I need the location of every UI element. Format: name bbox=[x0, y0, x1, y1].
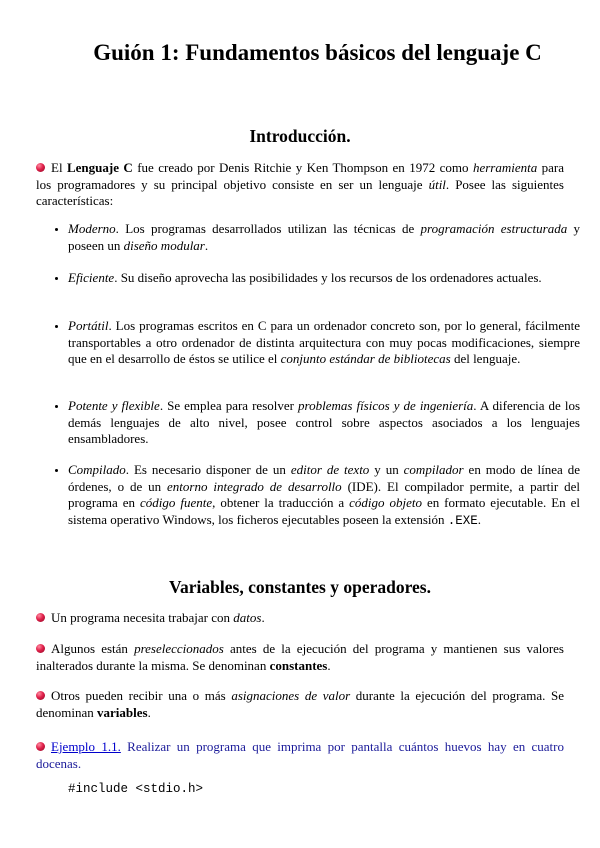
red-ball-bullet-icon bbox=[36, 613, 45, 622]
red-ball-bullet-icon bbox=[36, 742, 45, 751]
feature-item-potente: • Potente y flexible. Se emplea para resolver problemas físicos y de ingeniería. A diferencia de los demás lenguajes de alto nivel, posee control sobre aspectos asociados a los lenguajes ensambladores. bbox=[68, 398, 580, 448]
code-snippet: #include <stdio.h> bbox=[68, 782, 204, 796]
page-title: Guión 1: Fundamentos básicos del lenguaje C bbox=[93, 40, 542, 65]
features-list-3 bbox=[52, 318, 580, 368]
section-heading-variables: Variables, constantes y operadores. bbox=[168, 577, 431, 597]
example-link[interactable]: Ejemplo 1.1. bbox=[51, 739, 121, 754]
feature-item-eficiente: • Eficiente. Su diseño aprovecha las posibilidades y los recursos de los ordenadores actuales. bbox=[68, 270, 580, 287]
section-heading-introduccion: Introducción. bbox=[249, 126, 351, 146]
features-list-2 bbox=[52, 270, 580, 287]
red-ball-bullet-icon bbox=[36, 691, 45, 700]
vars-paragraph-datos: Un programa necesita trabajar con datos. bbox=[36, 610, 564, 627]
feature-item-moderno: • Moderno. Los programas desarrollados utilizan las técnicas de programación estructurada y poseen un diseño modular. bbox=[68, 221, 580, 254]
vars-paragraph-constantes: Algunos están preseleccionados antes de la ejecución del programa y mantienen sus valores inalterados durante la misma. Se denominan constantes. bbox=[36, 641, 564, 673]
feature-item-compilado: • Compilado. Es necesario disponer de un editor de texto y un compilador en modo de línea de órdenes, o de un entorno integrado de desarrollo (IDE). El compilador permite, a partir del programa en código fuente, obtener la traducción a código objeto en formato ejecutable. En el sistema operativo Windows, los ficheros ejecutables poseen la extensión .EXE. bbox=[68, 462, 580, 529]
features-list-5 bbox=[52, 462, 580, 529]
intro-paragraph: El Lenguaje C fue creado por Denis Ritchie y Ken Thompson en 1972 como herramienta para los programadores y su principal objetivo consiste en ser un lenguaje útil. Posee las siguientes características: bbox=[36, 160, 565, 208]
red-ball-bullet-icon bbox=[36, 644, 45, 653]
vars-paragraph-variables: Otros pueden recibir una o más asignaciones de valor durante la ejecución del programa. Se denominan variables. bbox=[36, 688, 565, 720]
example-paragraph: Ejemplo 1.1. Realizar un programa que imprima por pantalla cuántos huevos hay en cuatro docenas. bbox=[36, 739, 565, 771]
red-ball-bullet-icon bbox=[36, 163, 45, 172]
features-list-4 bbox=[52, 398, 580, 448]
feature-item-portatil: • Portátil. Los programas escritos en C para un ordenador concreto son, por lo general, fácilmente transportables a otro ordenador de distinta arquitectura con muy pocas modificaciones, siempre que en el desarrollo de éstos se utilice el conjunto estándar de bibliotecas del lenguaje. bbox=[68, 318, 580, 368]
features-list bbox=[52, 221, 580, 254]
